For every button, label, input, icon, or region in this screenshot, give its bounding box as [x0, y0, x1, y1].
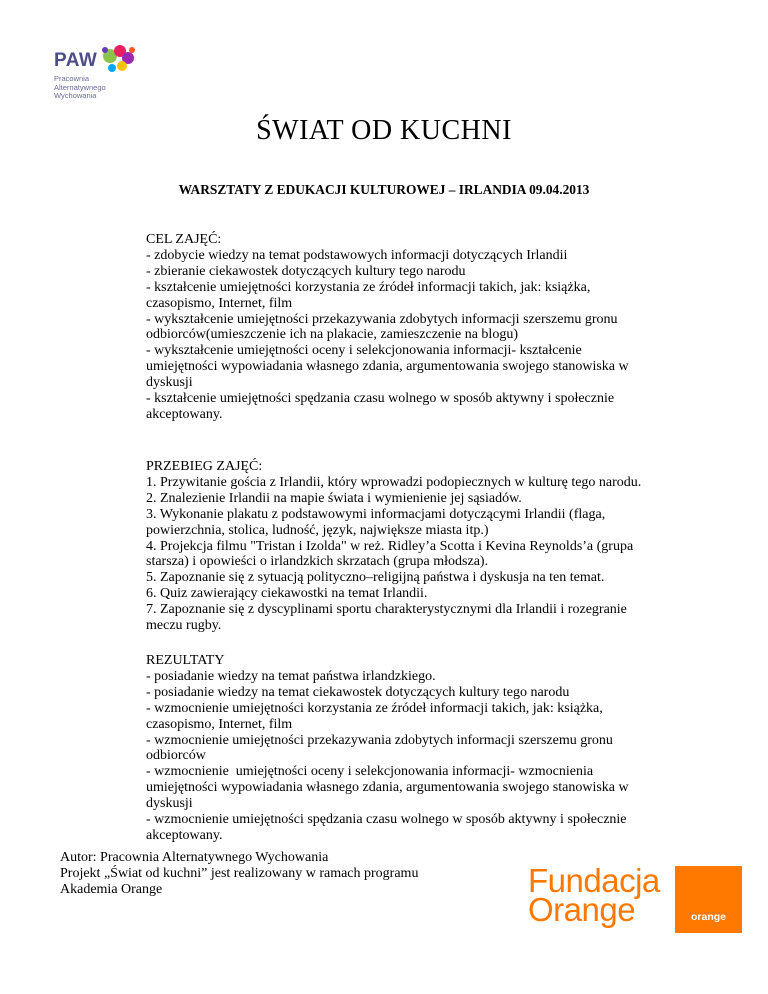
- text-line: czasopismo, Internet, film: [146, 716, 293, 732]
- paw-logo: [50, 42, 150, 112]
- section-cel: [146, 232, 706, 423]
- text-line: - wykształcenie umiejętności oceny i selekcjonowania informacji- kształcenie: [146, 343, 582, 359]
- text-line: umiejętności wypowiadania własnego zdania, argumentowania swojego stanowiska w: [146, 780, 629, 796]
- footer-project: Projekt „Świat od kuchni” jest realizowany w ramach programu: [60, 865, 419, 881]
- text-line: - wzmocnienie umiejętności spędzania czasu wolnego w sposób aktywny i społecznie: [146, 812, 627, 828]
- text-line: akceptowany.: [146, 827, 223, 843]
- text-line: akceptowany.: [146, 406, 223, 422]
- text-line: - wzmocnienie umiejętności przekazywania zdobytych informacji szerszemu gronu: [146, 732, 613, 748]
- orange-brand-square: [675, 866, 742, 933]
- section-heading: CEL ZAJĘĆ:: [146, 232, 222, 247]
- text-line: 5. Zapoznanie się z sytuacją polityczno–religijną państwa i dyskusja na ten temat.: [146, 570, 605, 586]
- page-subtitle: WARSZTATY Z EDUKACJI KULTUROWEJ – IRLANDIA 09.04.2013: [178, 182, 590, 197]
- text-line: - zdobycie wiedzy na temat podstawowych informacji dotyczących Irlandii: [146, 247, 568, 263]
- section-heading: PRZEBIEG ZAJĘĆ:: [146, 459, 263, 474]
- text-line: odbiorców: [146, 748, 206, 764]
- logo-line: Pracownia: [54, 74, 90, 83]
- text-line: odbiorców(umieszczenie ich na plakacie, zamieszczenie na blogu): [146, 327, 518, 343]
- text-line: - zbieranie ciekawostek dotyczących kultury tego narodu: [146, 263, 466, 279]
- section-rezultaty: [146, 653, 706, 844]
- text-line: - wzmocnienie umiejętności oceny i selekcjonowania informacji- wzmocnienia: [146, 764, 594, 780]
- text-line: - kształcenie umiejętności spędzania czasu wolnego w sposób aktywny i społecznie: [146, 391, 615, 407]
- text-line: - wykształcenie umiejętności przekazywania zdobytych informacji szerszemu gronu: [146, 311, 618, 327]
- orange-line: Orange: [528, 891, 636, 928]
- logo-line: Wychowania: [54, 91, 97, 100]
- text-line: starsza) i opowieści o irlandzkich skrzatach (grupa młodsza).: [146, 554, 489, 570]
- fundacja-orange-logo: [528, 862, 660, 928]
- orange-box-text: orange: [690, 911, 726, 923]
- logo-line: Alternatywnego: [54, 82, 106, 92]
- text-line: czasopismo, Internet, film: [146, 295, 293, 311]
- text-line: 7. Zapoznanie się z dyscyplinami sportu charakterystycznymi dla Irlandii i rozegranie: [146, 602, 627, 618]
- text-line: dyskusji: [146, 375, 193, 391]
- section-przebieg: [146, 459, 706, 634]
- text-line: - wzmocnienie umiejętności korzystania ze źródeł informacji takich, jak: książka,: [146, 700, 603, 716]
- text-line: - posiadanie wiedzy na temat państwa irlandzkiego.: [146, 668, 436, 684]
- text-line: - kształcenie umiejętności korzystania ze źródeł informacji takich, jak: książka,: [146, 279, 591, 295]
- footer-program: Akademia Orange: [60, 881, 163, 897]
- logo-mark: PAW: [54, 50, 98, 71]
- page-title: ŚWIAT OD KUCHNI: [256, 115, 512, 146]
- section-heading: REZULTATY: [146, 653, 225, 668]
- text-line: 2. Znalezienie Irlandii na mapie świata i wymienienie jej sąsiadów.: [146, 490, 522, 506]
- footer: [60, 850, 418, 898]
- text-line: meczu rugby.: [146, 618, 222, 634]
- footer-author: Autor: Pracownia Alternatywnego Wychowania: [60, 850, 329, 865]
- fundacja-line: Fundacja: [528, 862, 660, 899]
- text-line: dyskusji: [146, 796, 193, 812]
- text-line: 6. Quiz zawierający ciekawostki na temat Irlandii.: [146, 586, 428, 602]
- text-line: 3. Wykonanie plakatu z podstawowymi informacjami dotyczącymi Irlandii (flaga,: [146, 506, 606, 522]
- text-line: 1. Przywitanie gościa z Irlandii, który wprowadzi podopiecznych w kulturę tego narodu.: [146, 474, 642, 490]
- text-line: 4. Projekcja filmu "Tristan i Izolda" w reż. Ridley’a Scotta i Kevina Reynolds’a (grupa: [146, 538, 634, 554]
- text-line: powierzchnia, stolica, ludność, język, największe miasta itp.): [146, 522, 489, 538]
- logo-subtitle: [54, 75, 106, 101]
- text-line: umiejętności wypowiadania własnego zdania, argumentowania swojego stanowiska w: [146, 359, 629, 375]
- text-line: - posiadanie wiedzy na temat ciekawostek dotyczących kultury tego narodu: [146, 684, 570, 700]
